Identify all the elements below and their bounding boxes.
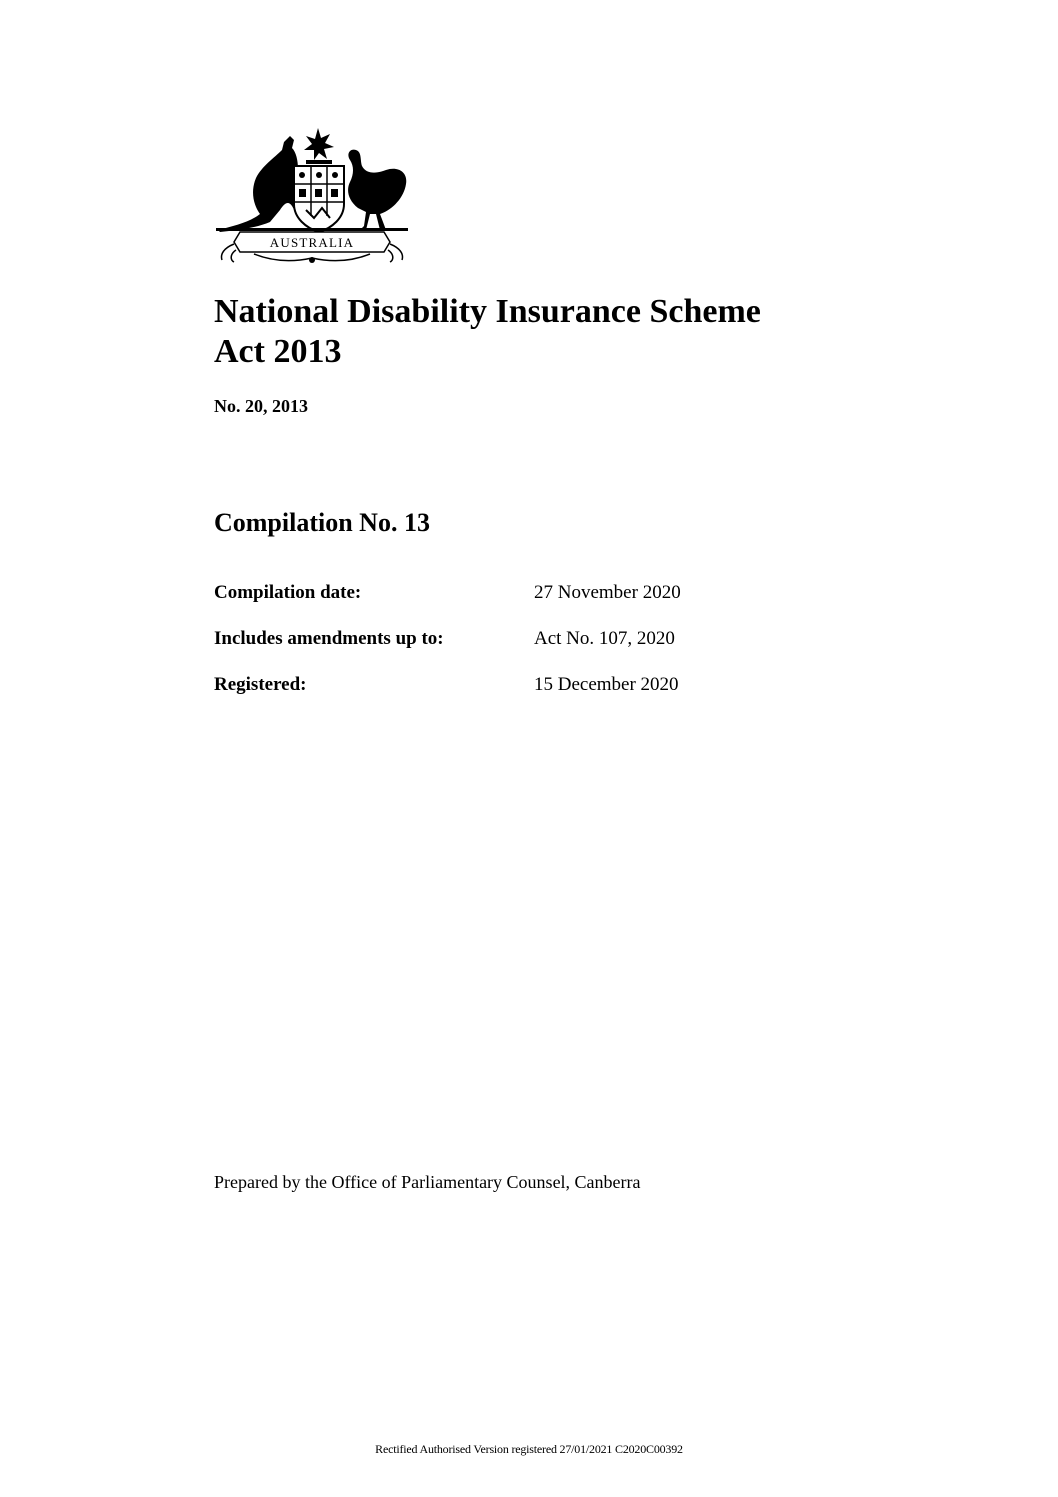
detail-value: 27 November 2020: [534, 582, 681, 603]
prepared-by: Prepared by the Office of Parliamentary Counsel, Canberra: [214, 1172, 641, 1192]
emu: [348, 150, 406, 230]
footer-registration: Rectified Authorised Version registered 27/01/2021 C2020C00392: [375, 1442, 683, 1456]
compilation-heading: Compilation No. 13: [214, 508, 430, 537]
detail-label: Compilation date:: [214, 582, 362, 603]
amendments-row: [214, 628, 814, 674]
detail-label: Includes amendments up to:: [214, 628, 444, 649]
registered-row: [214, 674, 814, 720]
detail-value: 15 December 2020: [534, 674, 679, 695]
act-title: [214, 292, 914, 372]
compilation-date-row: [214, 582, 814, 628]
act-title-line-2: Act 2013: [214, 333, 342, 370]
act-number: No. 20, 2013: [214, 396, 308, 416]
commonwealth-star: [304, 128, 334, 160]
detail-value: Act No. 107, 2020: [534, 628, 675, 649]
act-title-line-1: National Disability Insurance Scheme: [214, 293, 761, 330]
compilation-details: [214, 582, 814, 720]
kangaroo: [218, 136, 306, 232]
detail-label: Registered:: [214, 674, 307, 695]
coat-of-arms-icon: [214, 126, 410, 266]
motto-text: AUSTRALIA: [269, 235, 355, 250]
